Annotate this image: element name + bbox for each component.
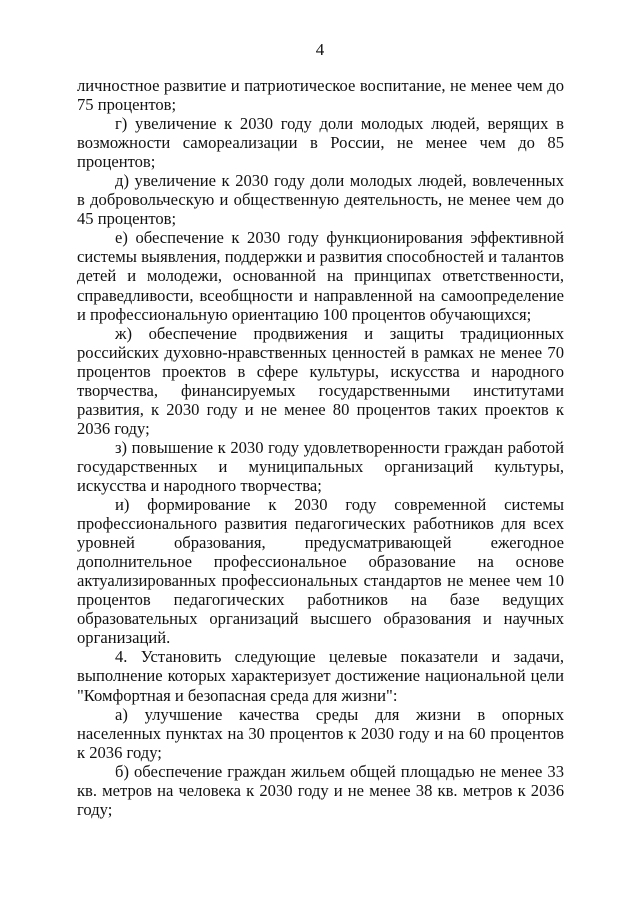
paragraph-item-zh: ж) обеспечение продвижения и защиты традиционных российских духовно-нравственных ценностей в рамках не менее 70 процентов проектов в сфере культуры, искусства и народного творчества, финансируемых государственными институтами развития, к 2030 году и не менее 80 процентов таких проектов к 2036 году; (77, 323, 564, 438)
paragraph-continuation: личностное развитие и патриотическое воспитание, не менее чем до 75 процентов; (77, 76, 564, 115)
paragraph-item-g: г) увеличение к 2030 году доли молодых людей, верящих в возможности самореализации в России, не менее чем до 85 процентов; (77, 114, 564, 172)
paragraph-item-a: а) улучшение качества среды для жизни в опорных населенных пунктах на 30 процентов к 2030 году и на 60 процентов к 2036 году; (77, 704, 564, 762)
document-body (77, 76, 564, 819)
paragraph-item-e: е) обеспечение к 2030 году функционирования эффективной системы выявления, поддержки и развития способностей и талантов детей и молодежи, основанной на принципах ответственности, справедливости, всеобщности и направленной на самоопределение и профессиональную ориентацию 100 процентов обучающихся; (77, 228, 564, 324)
paragraph-item-b: б) обеспечение граждан жильем общей площадью не менее 33 кв. метров на человека к 2030 году и не менее 38 кв. метров к 2036 году; (77, 761, 564, 819)
paragraph-item-z: з) повышение к 2030 году удовлетворенности граждан работой государственных и муниципальных организаций культуры, искусства и народного творчества; (77, 437, 564, 495)
paragraph-section-4: 4. Установить следующие целевые показатели и задачи, выполнение которых характеризует достижение национальной цели "Комфортная и безопасная среда для жизни": (77, 647, 564, 705)
page-number: 4 (315, 40, 325, 59)
paragraph-item-d: д) увеличение к 2030 году доли молодых людей, вовлеченных в добровольческую и общественную деятельность, не менее чем до 45 процентов; (77, 171, 564, 229)
paragraph-item-i: и) формирование к 2030 году современной системы профессионального развития педагогических работников для всех уровней образования, предусматривающей ежегодное дополнительное профессиональное образование на основе актуализированных профессиональных стандартов не менее чем 10 процентов педагогических работников на базе ведущих образовательных организаций высшего образования и научных организаций. (77, 495, 564, 648)
